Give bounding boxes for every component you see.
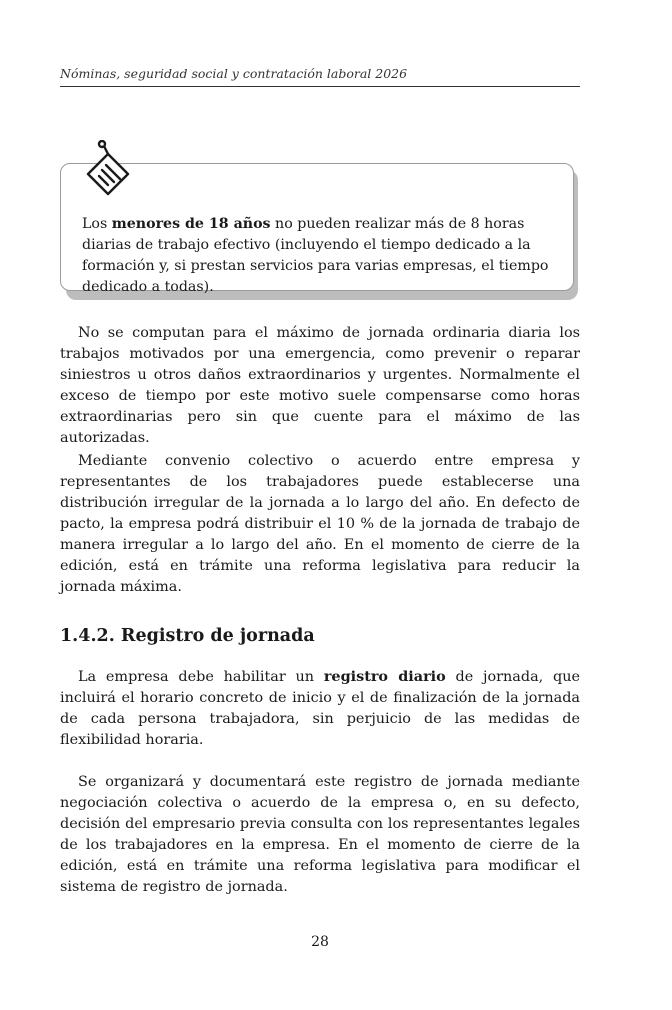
page-number: 28 [311, 934, 329, 950]
note-bold-term: menores de 18 años [111, 216, 271, 233]
paragraph-2: Mediante convenio colectivo o acuerdo entre empresa y representantes de los trabajadores puede establecerse una distribución irregular de la jornada a lo largo del año. En defecto de pacto, la empresa podrá distribuir el 10 % de la jornada de trabajo de manera irregular a lo largo del año. En el momento de cierre de la edición, está en trámite una reforma legislativa para reducir la jornada máxima. [60, 453, 580, 595]
paragraph-3: La empresa debe habilitar un registro diario de jornada, que incluirá el horario concreto de inicio y el de finalización de la jornada de cada persona trabajadora, sin perjuicio de las medidas de flexibilidad horaria. [60, 668, 580, 748]
note-with-pin-icon [80, 140, 136, 202]
header-rule [60, 86, 580, 87]
note-text: Los menores de 18 años no pueden realizar más de 8 horas diarias de trabajo efectivo (incluyendo el tiempo dedicado a la formación y, si prestan servicios para varias empresas, el tiempo dedicado a todas). [82, 216, 549, 296]
running-header: Nóminas, seguridad social y contratación laboral 2026 [60, 66, 408, 81]
section-title: 1.4.2. Registro de jornada [60, 626, 315, 646]
paragraph-1: No se computan para el máximo de jornada ordinaria diaria los trabajos motivados por una emergencia, como prevenir o reparar siniestros u otros daños extraordinarios y urgentes. Normalmente el exceso de tiempo por este motivo suele compensarse como horas extraordinarias pero sin que cuente para el máximo de las autorizadas. [60, 325, 580, 446]
paragraph-3-bold-term: registro diario [323, 668, 446, 685]
paragraph-4: Se organizará y documentará este registro de jornada mediante negociación colectiva o acuerdo de la empresa o, en su defecto, decisión del empresario previa consulta con los representantes legales de los trabajadores en la empresa. En el momento de cierre de la edición, está en trámite una reforma legislativa para modificar el sistema de registro de jornada. [60, 774, 580, 895]
